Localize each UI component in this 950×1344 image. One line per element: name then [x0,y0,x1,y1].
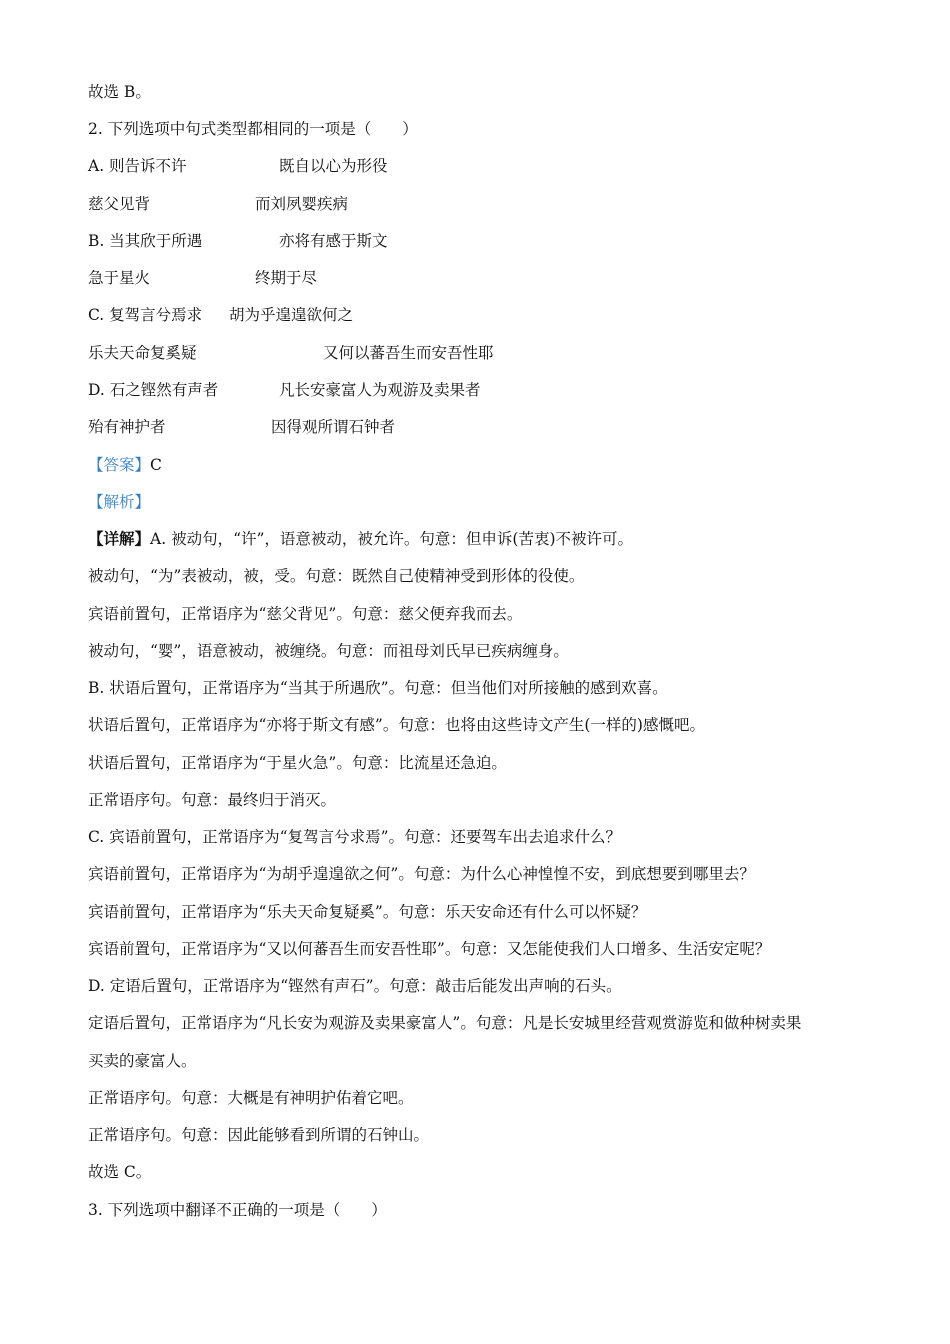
explanation-line-4: 被动句，“婴”，语意被动，被缠绕。句意：而祖母刘氏早已疾病缠身。 [88,642,569,660]
analysis-tag: 【解析】 [88,493,151,511]
option-a-item-4: 而刘夙婴疾病 [255,195,349,213]
question-2-stem: 2. 下列选项中句式类型都相同的一项是（ ） [88,120,418,138]
option-b-item-2: 亦将有感于斯文 [279,232,388,250]
option-b-item-1: B. 当其欣于所遇 [88,232,203,250]
explanation-line-17: 正常语序句。句意：因此能够看到所谓的石钟山。 [88,1126,430,1144]
option-b-item-3: 急于星火 [88,269,151,287]
explanation-line-3: 宾语前置句，正常语序为“慈父背见”。句意：慈父便弃我而去。 [88,605,523,623]
previous-answer-line: 故选 B。 [88,83,151,101]
option-c-item-4: 又何以蕃吾生而安吾性耶 [323,344,494,362]
explanation-text-1: A. 被动句，“许”，语意被动，被允许。句意：但申诉(苦衷)不被许可。 [150,530,634,548]
option-a-item-1: A. 则告诉不许 [88,157,187,175]
explanation-line-2: 被动句，“为”表被动，被，受。句意：既然自己使精神受到形体的役使。 [88,567,585,585]
option-d-item-1: D. 石之铿然有声者 [88,381,219,399]
analysis-line [88,492,870,512]
answer-line [88,455,870,475]
option-b-row-2 [88,268,870,288]
explanation-line-16: 正常语序句。句意：大概是有神明护佑着它吧。 [88,1089,414,1107]
question-3-stem: 3. 下列选项中翻译不正确的一项是（ ） [88,1201,387,1219]
option-c-item-1: C. 复驾言兮焉求 [88,306,203,324]
option-a-item-2: 既自以心为形役 [279,157,388,175]
option-b-row-1 [88,231,870,251]
explanation-line-9: C. 宾语前置句，正常语序为“复驾言兮求焉”。句意：还要驾车出去追求什么？ [88,828,622,846]
explanation-line-8: 正常语序句。句意：最终归于消灭。 [88,791,337,809]
detail-tag: 【详解】 [88,529,151,548]
conclusion-line: 故选 C。 [88,1163,152,1181]
option-a-row-2 [88,194,870,214]
option-c-row-1 [88,305,870,325]
option-c-row-2 [88,343,870,363]
option-a-item-3: 慈父见背 [88,195,151,213]
option-a-row-1 [88,156,870,176]
explanation-line-14: 定语后置句，正常语序为“凡长安为观游及卖果豪富人”。句意：凡是长安城里经营观赏游览和做种树卖果 [88,1014,802,1032]
explanation-line-13: D. 定语后置句，正常语序为“铿然有声石”。句意：敲击后能发出声响的石头。 [88,977,622,995]
explanation-line-15: 买卖的豪富人。 [88,1052,197,1070]
explanation-line-7: 状语后置句，正常语序为“于星火急”。句意：比流星还急迫。 [88,754,507,772]
explanation-line-1 [88,529,870,549]
option-c-item-3: 乐夫天命复奚疑 [88,344,197,362]
option-d-item-4: 因得观所谓石钟者 [271,418,396,436]
answer-value: C [150,456,162,474]
explanation-line-11: 宾语前置句，正常语序为“乐夫天命复疑奚”。句意：乐天安命还有什么可以怀疑？ [88,903,647,921]
option-d-item-2: 凡长安豪富人为观游及卖果者 [279,381,481,399]
answer-tag: 【答案】 [88,456,151,474]
option-b-item-4: 终期于尽 [255,269,318,287]
explanation-line-10: 宾语前置句，正常语序为“为胡乎遑遑欲之何”。句意：为什么心神惶惶不安，到底想要到哪里去？ [88,865,755,883]
option-d-row-2 [88,417,870,437]
explanation-line-12: 宾语前置句，正常语序为“又以何蕃吾生而安吾性耶”。句意：又怎能使我们人口增多、生活安定呢？ [88,940,771,958]
option-c-item-2: 胡为乎遑遑欲何之 [229,306,354,324]
explanation-line-6: 状语后置句，正常语序为“亦将于斯文有感”。句意：也将由这些诗文产生(一样的)感慨吧。 [88,716,705,734]
option-d-row-1 [88,380,870,400]
option-d-item-3: 殆有神护者 [88,418,166,436]
explanation-line-5: B. 状语后置句，正常语序为“当其于所遇欣”。句意：但当他们对所接触的感到欢喜。 [88,679,668,697]
